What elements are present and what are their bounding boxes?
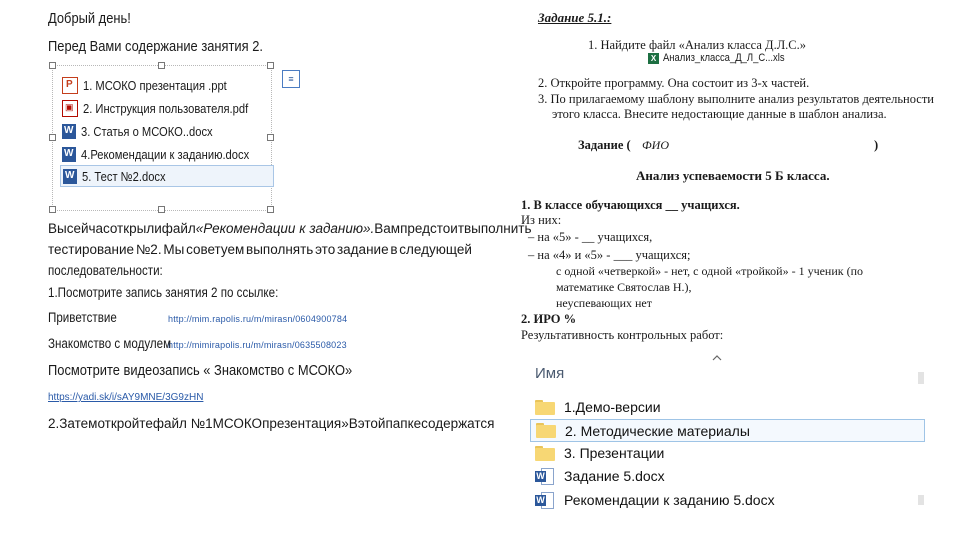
- explorer-item-docx[interactable]: [535, 489, 775, 511]
- explorer-item-label: Рекомендации к заданию 5.docx: [564, 492, 775, 508]
- explorer-item-folder-selected[interactable]: [530, 419, 925, 442]
- scrollbar-segment[interactable]: [918, 372, 924, 384]
- grade-5-line: – на «5» - __ учащихся,: [528, 230, 653, 244]
- word-file-icon: [62, 124, 76, 139]
- of-them-label: Из них:: [521, 213, 562, 227]
- sort-chevron-up-icon[interactable]: [712, 355, 722, 361]
- greeting-text: Добрый день!: [48, 10, 131, 27]
- paragraph-line: тестирование №2. Мы советуем выполнять это задание в следующей: [48, 242, 472, 257]
- resize-handle[interactable]: [158, 62, 165, 69]
- resize-handle[interactable]: [49, 206, 56, 213]
- paragraph-line: последовательности:: [48, 263, 163, 278]
- task-item-1: 1. Найдите файл «Анализ класса Д.Л.С.»: [588, 38, 807, 52]
- word-file-icon: [62, 147, 76, 162]
- grade-4-5-line: – на «4» и «5» - ___ учащихся;: [528, 248, 691, 262]
- resize-handle[interactable]: [49, 62, 56, 69]
- explorer-item-label: 1.Демо-версии: [564, 399, 661, 415]
- explorer-item-docx[interactable]: [535, 465, 665, 487]
- file-item-label: 4.Рекомендации к заданию.docx: [81, 146, 250, 162]
- file-item-label: 2. Инструкция пользователя.pdf: [83, 100, 249, 116]
- task-item-3: 3. По прилагаемому шаблону выполните анализ результатов деятельности: [538, 92, 934, 106]
- folder-icon: [535, 446, 555, 461]
- file-item-label: 1. МСОКО презентация .ppt: [83, 77, 227, 93]
- module-video-link[interactable]: http://mimirapolis.ru/m/mirasn/0635508023: [168, 340, 347, 350]
- results-line: Результативность контрольных работ:: [521, 328, 724, 342]
- step-2-text: 2. Затем откройте файл №1 МСОКО презентация» В этой папке содержатся: [48, 416, 495, 431]
- resize-handle[interactable]: [267, 206, 274, 213]
- detail-line: математике Святослав Н.),: [556, 280, 692, 294]
- word-file-icon: [535, 468, 555, 485]
- layout-options-icon[interactable]: ≡: [282, 70, 300, 88]
- detail-line: с одной «четверкой» - нет, с одной «тройкой» - 1 ученик (по: [556, 264, 864, 278]
- task-name-close: ): [874, 138, 879, 152]
- explorer-item-folder[interactable]: [535, 396, 661, 418]
- instructions-paragraph: [48, 218, 532, 281]
- pdf-file-icon: [62, 100, 78, 117]
- greeting-video-link[interactable]: http://mim.rapolis.ru/m/mirasn/0604900784: [168, 314, 348, 324]
- task-item-3-cont: этого класса. Внесите недостающие данные в шаблон анализа.: [552, 107, 887, 121]
- file-item-docx[interactable]: [62, 144, 277, 164]
- folder-icon: [535, 400, 555, 415]
- explorer-item-folder[interactable]: [535, 442, 664, 464]
- excel-file-icon: X: [648, 53, 659, 64]
- task-name-label: Задание (: [578, 138, 631, 152]
- scrollbar-segment[interactable]: [918, 495, 924, 505]
- class-size-line: 1. В классе обучающихся __ учащихся.: [521, 198, 740, 212]
- word-file-icon: [535, 492, 555, 509]
- resize-handle[interactable]: [267, 62, 274, 69]
- folder-icon: [536, 423, 556, 438]
- fio-placeholder: ФИО: [642, 138, 669, 152]
- file-item-ppt[interactable]: [62, 75, 250, 95]
- explorer-item-label: 2. Методические материалы: [565, 422, 750, 439]
- explorer-item-label: 3. Презентации: [564, 445, 665, 461]
- video-link[interactable]: https://yadi.sk/i/sAY9MNE/3G9zHN: [48, 392, 204, 403]
- file-item-pdf[interactable]: [62, 98, 275, 118]
- file-item-docx-selected[interactable]: [60, 165, 274, 187]
- module-link-label: Знакомство с модулем: [48, 336, 172, 351]
- greeting-link-row: [48, 310, 347, 325]
- iro-line: 2. ИРО %: [521, 312, 577, 326]
- file-item-label: 5. Тест №2.docx: [82, 168, 166, 184]
- resize-handle[interactable]: [267, 134, 274, 141]
- column-header-name[interactable]: Имя: [535, 365, 565, 382]
- module-link-row: [48, 336, 347, 351]
- resize-handle[interactable]: [49, 134, 56, 141]
- paragraph-line: Вы сейчас открыли файл «Рекомендации к заданию». Вам предстоит выполнить: [48, 221, 532, 236]
- intro-text: Перед Вами содержание занятия 2.: [48, 38, 263, 55]
- step-1-text: 1.Посмотрите запись занятия 2 по ссылке:: [48, 285, 279, 300]
- powerpoint-file-icon: [62, 77, 78, 94]
- video-heading: Посмотрите видеозапись « Знакомство с МСОКО»: [48, 362, 353, 379]
- file-item-label: 3. Статья о МСОКО..docx: [81, 123, 213, 139]
- xls-file-link[interactable]: X Анализ_класса_Д_Л_С...xls: [648, 52, 804, 64]
- explorer-item-label: Задание 5.docx: [564, 468, 665, 484]
- word-file-icon: [63, 169, 77, 184]
- task-title: Задание 5.1.:: [538, 10, 612, 25]
- file-item-docx[interactable]: [62, 121, 234, 141]
- greeting-link-label: Приветствие: [48, 310, 117, 325]
- task-item-2: 2. Откройте программу. Она состоит из 3-х частей.: [538, 76, 810, 90]
- detail-line: неуспевающих нет: [556, 296, 652, 310]
- analysis-title: Анализ успеваемости 5 Б класса.: [636, 168, 830, 183]
- resize-handle[interactable]: [158, 206, 165, 213]
